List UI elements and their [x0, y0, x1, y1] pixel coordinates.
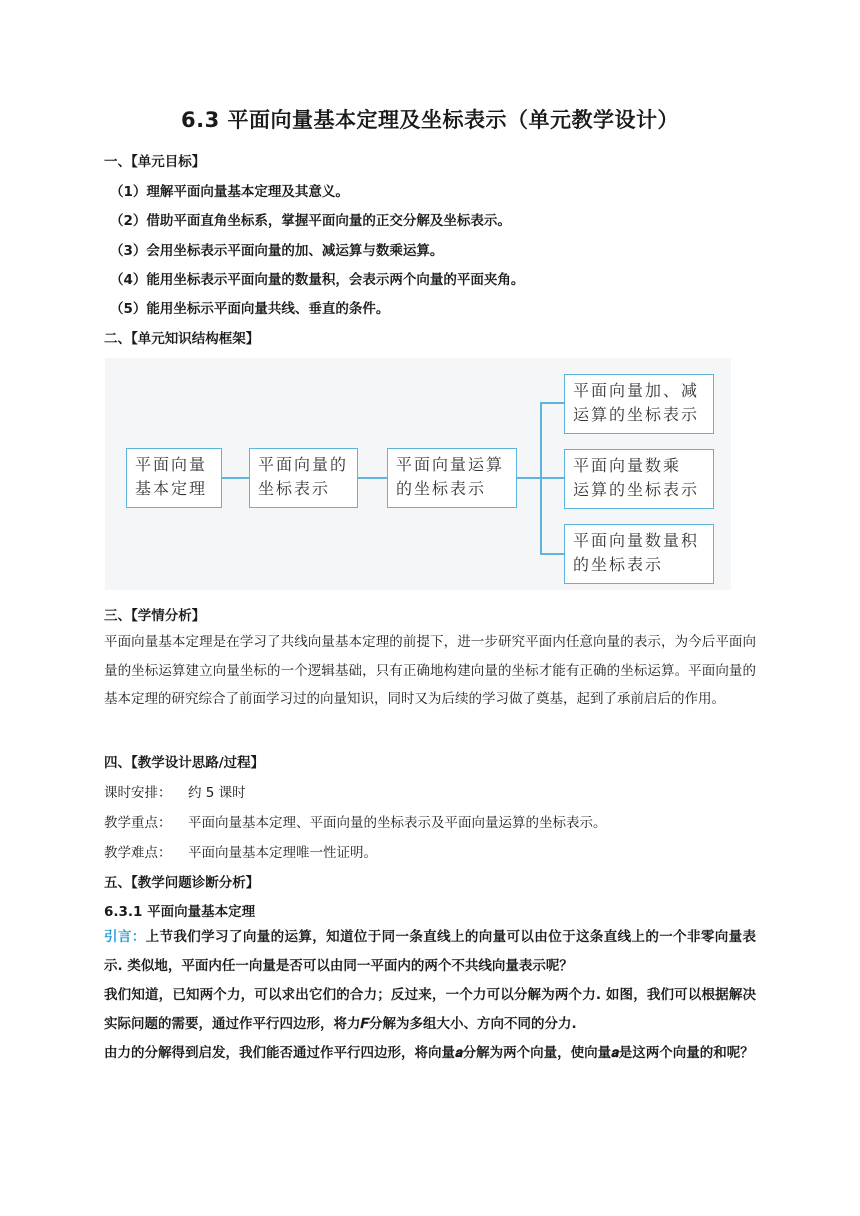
schedule-line	[104, 781, 246, 801]
section-framework-heading: 二、【单元知识结构框架】	[104, 331, 260, 347]
knowledge-framework-diagram	[105, 358, 731, 590]
objective-2: （2）借助平面直角坐标系，掌握平面向量的正交分解及坐标表示。	[110, 213, 511, 229]
box-line: 的坐标表示	[396, 479, 487, 498]
difficulty-label: 教学难点：	[104, 845, 172, 861]
focus-value: 平面向量基本定理、平面向量的坐标表示及平面向量运算的坐标表示。	[188, 815, 607, 831]
box-dot-product-coordinates	[564, 524, 714, 584]
connector-line	[540, 553, 564, 555]
box-add-subtract-coordinates	[564, 374, 714, 434]
box-line: 坐标表示	[258, 479, 331, 498]
schedule-label: 课时安排：	[104, 785, 172, 801]
connector-line	[540, 402, 564, 404]
section-analysis-heading: 三、【学情分析】	[104, 608, 206, 624]
box-line: 的坐标表示	[573, 555, 664, 574]
vector-decomposition-paragraph: 由力的分解得到启发，我们能否通过作平行四边形，将向量𝒂分解为两个向量，使向量𝒂是这两个向量的和呢？	[104, 1045, 754, 1061]
connector-line	[517, 477, 541, 479]
objective-4: （4）能用坐标表示平面向量的数量积，会表示两个向量的平面夹角。	[110, 272, 525, 288]
box-line: 平面向量数乘	[573, 456, 682, 475]
box-line: 平面向量的	[258, 455, 349, 474]
box-line: 平面向量	[135, 455, 208, 474]
page-title: 6.3 平面向量基本定理及坐标表示（单元教学设计）	[180, 108, 679, 132]
box-line: 运算的坐标表示	[573, 405, 700, 424]
box-basic-theorem	[126, 448, 222, 508]
box-line: 平面向量加、减	[573, 381, 700, 400]
intro-label: 引言：	[104, 929, 146, 945]
focus-label: 教学重点：	[104, 815, 172, 831]
box-line: 平面向量数量积	[573, 531, 700, 550]
box-line: 运算的坐标表示	[573, 480, 700, 499]
section-goals-heading: 一、【单元目标】	[104, 154, 206, 170]
focus-line	[104, 811, 607, 831]
connector-line	[358, 477, 387, 479]
connector-line	[540, 477, 564, 479]
intro-paragraph	[104, 923, 756, 980]
objective-5: （5）能用坐标示平面向量共线、垂直的条件。	[110, 301, 390, 317]
section-design-heading: 四、【教学设计思路/过程】	[104, 755, 265, 771]
box-line: 基本定理	[135, 479, 208, 498]
box-line: 平面向量运算	[396, 455, 505, 474]
box-scalar-multiplication-coordinates	[564, 449, 714, 509]
connector-line	[222, 477, 249, 479]
section-diagnosis-heading: 五、【教学问题诊断分析】	[104, 875, 260, 891]
difficulty-value: 平面向量基本定理唯一性证明。	[188, 845, 377, 861]
box-operation-coordinates	[387, 448, 517, 508]
objective-3: （3）会用坐标表示平面向量的加、减运算与数乘运算。	[110, 243, 444, 259]
difficulty-line	[104, 841, 377, 861]
subsection-heading: 6.3.1 平面向量基本定理	[104, 904, 256, 920]
analysis-paragraph: 平面向量基本定理是在学习了共线向量基本定理的前提下，进一步研究平面内任意向量的表示，为今后平面向量的坐标运算建立向量坐标的一个逻辑基础，只有正确地构建向量的坐标才能有正确的坐标运算。平面向量的基本定理的研究综合了前面学习过的向量知识，同时又为后续的学习做了奠基，起到了承前启后的作用。	[104, 634, 756, 707]
force-decomposition-paragraph: 我们知道，已知两个力，可以求出它们的合力；反过来，一个力可以分解为两个力. 如图，我们可以根据解决实际问题的需要，通过作平行四边形，将力𝑭分解为多组大小、方向不同的分力.	[104, 987, 756, 1032]
intro-text: 上节我们学习了向量的运算，知道位于同一条直线上的向量可以由位于这条直线上的一个非零向量表示. 类似地，平面内任一向量是否可以由同一平面内的两个不共线向量表示呢？	[104, 929, 757, 974]
schedule-value: 约 5 课时	[188, 785, 246, 801]
box-coordinate-representation	[249, 448, 358, 508]
objective-1: （1）理解平面向量基本定理及其意义。	[110, 184, 349, 200]
